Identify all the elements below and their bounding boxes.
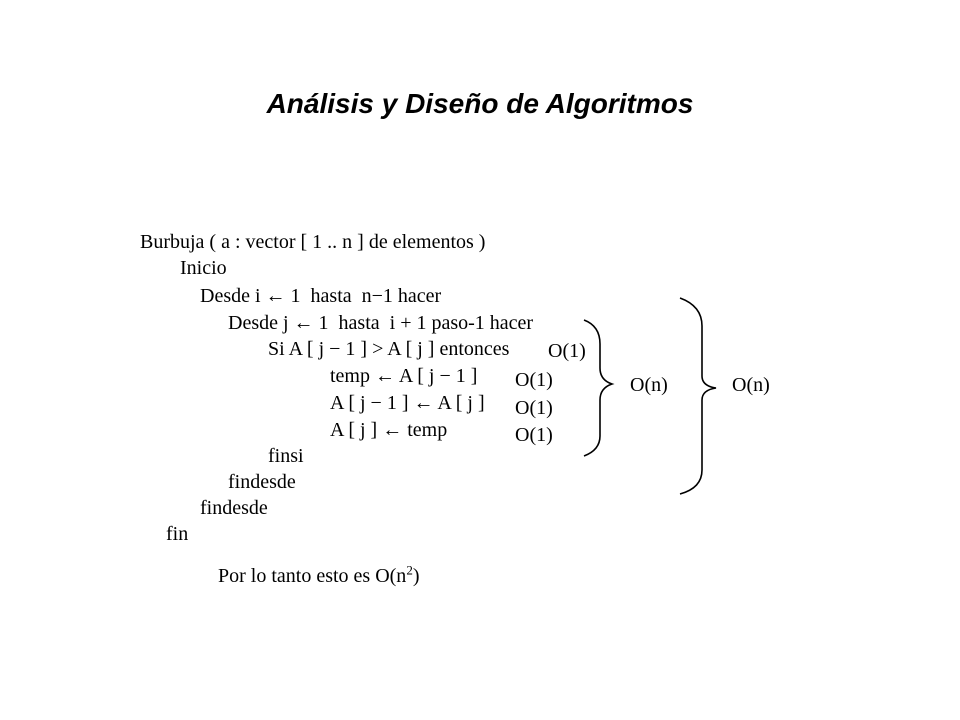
- inner-brace: [582, 318, 622, 458]
- cost-temp: O(1): [515, 369, 553, 391]
- code-line-assign: A [ j ] ← temp: [330, 419, 448, 441]
- cost-inner-loop: O(n): [630, 374, 668, 396]
- outer-brace: [678, 296, 722, 496]
- code-line-swap: A [ j − 1 ] ← A [ j ]: [330, 392, 485, 414]
- conclusion-close: ): [412, 565, 420, 587]
- code-line-findesde-inner: findesde: [228, 471, 296, 493]
- cost-outer-loop: O(n): [732, 374, 770, 396]
- cost-swap: O(1): [515, 397, 553, 419]
- conclusion-text: Por lo tanto esto es O(n: [218, 565, 407, 587]
- cost-if: O(1): [548, 340, 586, 362]
- code-line-outer-loop: Desde i ← 1 hasta n−1 hacer: [200, 285, 442, 307]
- code-line-if: Si A [ j − 1 ] > A [ j ] entonces: [268, 338, 510, 360]
- page-title: Análisis y Diseño de Algoritmos: [266, 88, 694, 119]
- conclusion-exponent: 2: [406, 562, 413, 578]
- conclusion: [218, 564, 419, 588]
- code-line-finsi: finsi: [268, 445, 304, 467]
- code-line-findesde-outer: findesde: [200, 497, 268, 519]
- code-line-temp: temp ← A [ j − 1 ]: [330, 365, 478, 387]
- code-line-fin: fin: [166, 523, 189, 545]
- cost-assign: O(1): [515, 424, 553, 446]
- code-line-inner-loop: Desde j ← 1 hasta i + 1 paso-1 hacer: [228, 312, 534, 334]
- code-line-inicio: Inicio: [180, 257, 227, 279]
- code-line-header: Burbuja ( a : vector [ 1 .. n ] de elementos ): [140, 231, 486, 253]
